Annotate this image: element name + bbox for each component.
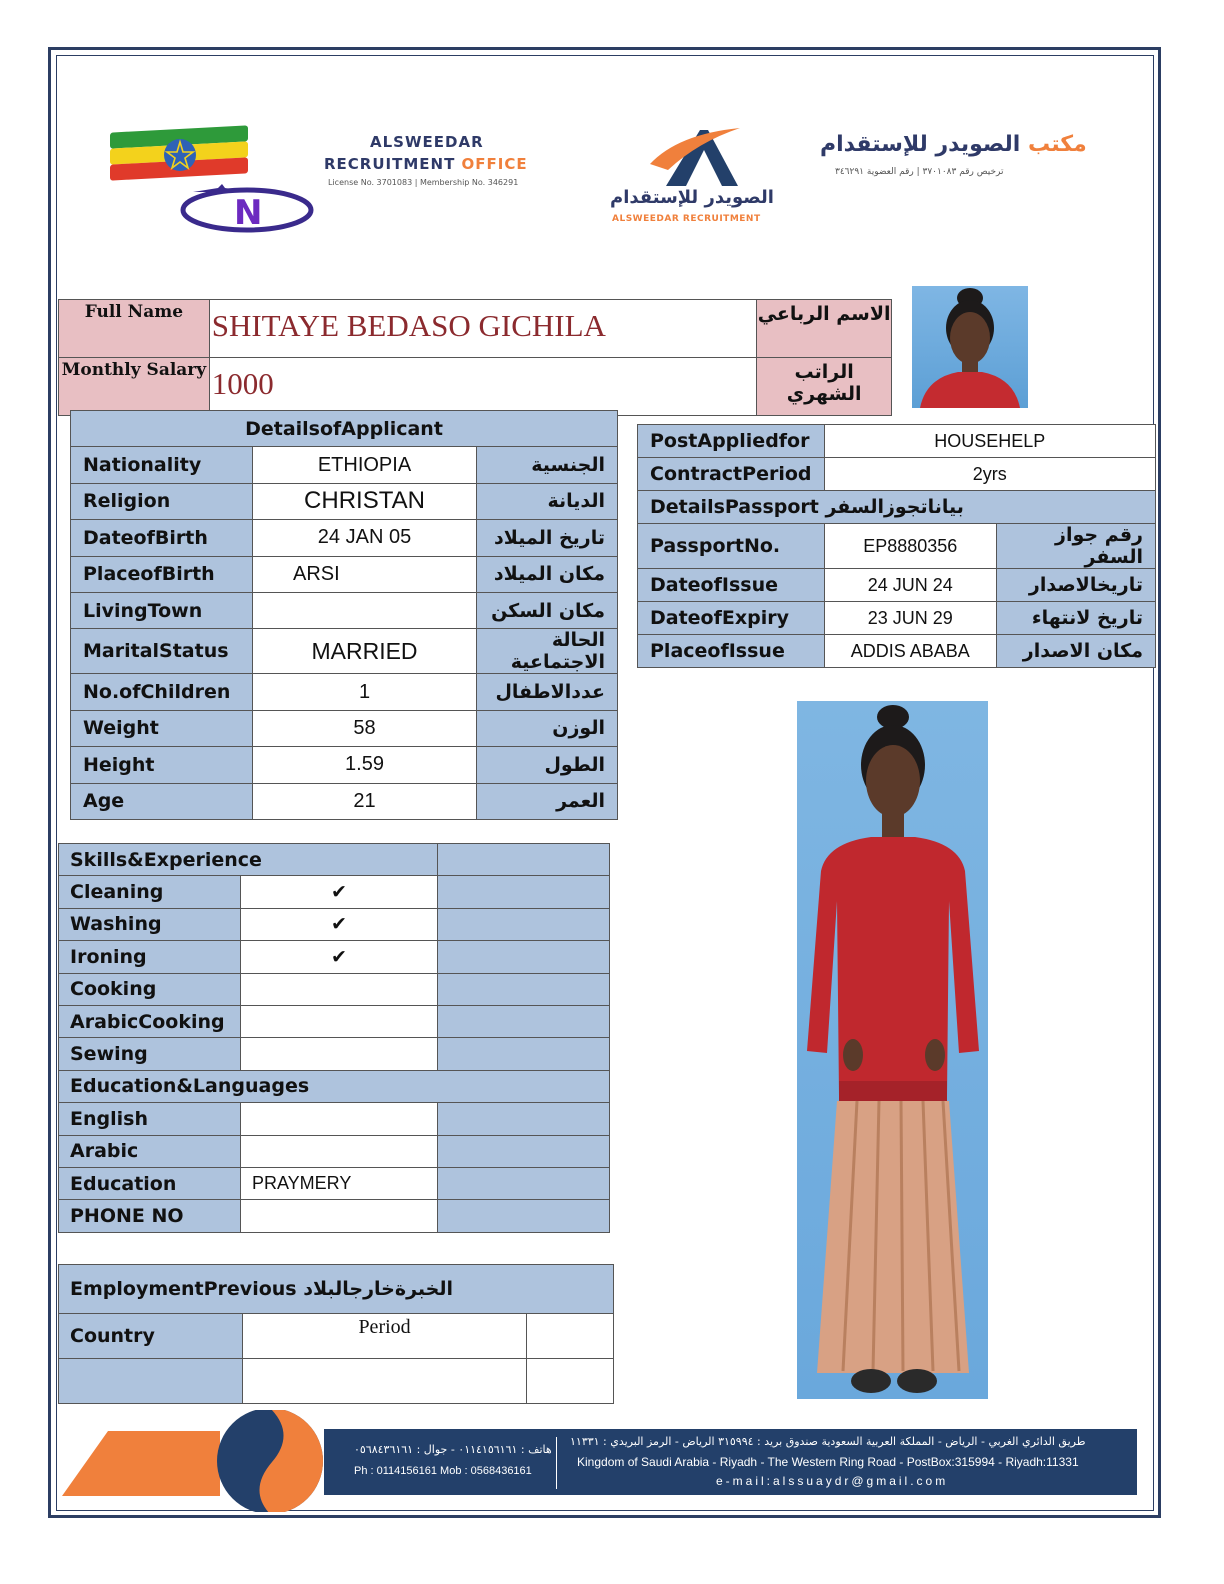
brand-recruitment: RECRUITMENT [324,155,456,173]
footer-divider [556,1437,557,1489]
blank-cell [527,1314,614,1359]
row-label-ar: مكان السكن [477,592,618,628]
row-label: Weight [71,710,253,746]
brand-name-en: ALSWEEDAR [370,133,484,151]
row-label-ar: تاريخ الميلاد [477,520,618,556]
brand-ar-office: مكتب [1028,132,1087,157]
table-row [59,876,610,908]
contract-period-label: ContractPeriod [638,458,825,491]
row-value: 23 JUN 29 [824,602,997,635]
row-label-ar: الوزن [477,710,618,746]
table-row [59,908,610,940]
skill-check [241,1005,438,1037]
svg-text:N: N [234,193,263,233]
footer-logo-shapes [60,1410,330,1512]
country-label: Country [59,1314,243,1359]
ethiopia-flag-logo [110,127,252,187]
table-row [59,1038,610,1070]
row-label-ar: الديانة [477,483,618,519]
row-value: 58 [253,710,477,746]
skill-check: ✔ [241,876,438,908]
brand-name-ar [820,132,1087,157]
row-value: EP8880356 [824,524,997,569]
row-value: MARRIED [253,629,477,674]
edu-value [241,1103,438,1135]
table-row [59,1359,614,1404]
table-row [59,1167,610,1199]
row-label-ar: الطول [477,747,618,783]
brand-subtitle-en [324,155,528,173]
row-label: DateofExpiry [638,602,825,635]
blank-cell [438,1135,610,1167]
full-name-label: Full Name [59,300,210,358]
row-value: 24 JUN 24 [824,569,997,602]
skills-table [58,843,610,1233]
row-label-ar: مكان الميلاد [477,556,618,592]
row-value: 24 JAN 05 [253,520,477,556]
row-label-ar: العمر [477,783,618,819]
row-label: Religion [71,483,253,519]
row-value [253,592,477,628]
blank-cell [438,844,610,876]
row-value: 1 [253,674,477,710]
table-row [59,1314,614,1359]
table-row [71,483,618,519]
row-value: 21 [253,783,477,819]
row-value: ADDIS ABABA [824,635,997,668]
row-label: DateofBirth [71,520,253,556]
footer-phone-ar: هاتف : ٠١١٤١٥٦١٦١ - جوال : ٠٥٦٨٤٣٦١٦١ [354,1443,552,1456]
salary-label-ar: الراتب الشهري [757,358,892,416]
education-title: Education&Languages [59,1070,610,1102]
row-label: Nationality [71,447,253,483]
row-label: PassportNo. [638,524,825,569]
edu-label: Education [59,1167,241,1199]
footer-phone-en: Ph : 0114156161 Mob : 0568436161 [354,1465,532,1477]
row-label-ar: الحالة الاجتماعية [477,629,618,674]
row-value: 1.59 [253,747,477,783]
passport-details-title: DetailsPassport بياناتجوزالسفر [638,491,1156,524]
skill-check [241,1038,438,1070]
applicant-details-table [70,410,618,820]
table-row [638,458,1156,491]
skill-label: Sewing [59,1038,241,1070]
row-label: DateofIssue [638,569,825,602]
edu-label: Arabic [59,1135,241,1167]
skill-check [241,973,438,1005]
applicant-details-title: DetailsofApplicant [71,411,618,447]
table-row [59,1103,610,1135]
center-brand-en: ALSWEEDAR RECRUITMENT [612,214,761,224]
salary-label: Monthly Salary [59,358,210,416]
row-label-ar: الجنسية [477,447,618,483]
post-applied-value: HOUSEHELP [824,425,1156,458]
center-brand-ar: الصويدر للإستقدام [610,187,774,208]
employment-title: EmploymentPrevious الخبرةخارجالبلاد [59,1265,614,1314]
blank-cell [438,1005,610,1037]
portrait-photo [912,286,1028,408]
blank-cell [527,1359,614,1404]
table-row [71,783,618,819]
salary-value: 1000 [209,358,756,416]
footer-address-ar: طريق الدائري الغربي - الرياض - المملكة العربية السعودية صندوق بريد : ٣١٥٩٩٤ الرياض - الرمز البريدي : ١١٣٣١ [570,1435,1086,1448]
table-row [59,1005,610,1037]
skills-title: Skills&Experience [59,844,438,876]
row-label-ar: عددالاطفال [477,674,618,710]
row-label: PlaceofIssue [638,635,825,668]
row-label: No.ofChildren [71,674,253,710]
blank-cell [438,941,610,973]
row-label: MaritalStatus [71,629,253,674]
edu-label: English [59,1103,241,1135]
row-label-ar: مكان الاصدار [997,635,1156,668]
row-value: ETHIOPIA [253,447,477,483]
skill-check: ✔ [241,908,438,940]
edu-label: PHONE NO [59,1200,241,1232]
row-label: Height [71,747,253,783]
table-row [638,425,1156,458]
table-row [71,674,618,710]
blank-cell [438,876,610,908]
n-agency-logo [178,180,316,236]
alsweedar-a-logo [648,124,748,190]
skill-label: ArabicCooking [59,1005,241,1037]
table-row [59,941,610,973]
brand-ar-name: الصويدر للإستقدام [820,132,1021,157]
footer-address-en: Kingdom of Saudi Arabia - Riyadh - The Western Ring Road - PostBox:315994 - Riyadh:11331 [577,1455,1079,1469]
edu-value [241,1135,438,1167]
table-row [638,569,1156,602]
skill-label: Ironing [59,941,241,973]
full-body-photo [797,701,988,1399]
row-label: Age [71,783,253,819]
row-label: PlaceofBirth [71,556,253,592]
full-name-label-ar: الاسم الرباعي [757,300,892,358]
employment-table [58,1264,614,1404]
blank-cell [59,1359,243,1404]
footer-email: e-mail:alssuaydr@gmail.com [716,1474,949,1488]
row-label-ar: رقم جواز السفر [997,524,1156,569]
table-row [59,1200,610,1232]
blank-cell [438,1167,610,1199]
brand-license: License No. 3701083 | Membership No. 346291 [328,178,519,187]
brand-ar-license: ترخيص رقم ٣٧٠١٠٨٣ | رقم العضوية ٣٤٦٢٩١ [835,167,1004,177]
table-row [71,520,618,556]
row-value: CHRISTAN [253,483,477,519]
row-label: LivingTown [71,592,253,628]
blank-cell [438,973,610,1005]
skill-label: Cleaning [59,876,241,908]
row-value: ARSI [253,556,477,592]
contract-period-value: 2yrs [824,458,1156,491]
table-row [71,710,618,746]
skill-label: Cooking [59,973,241,1005]
skill-label: Washing [59,908,241,940]
post-applied-label: PostAppliedfor [638,425,825,458]
skill-check: ✔ [241,941,438,973]
edu-value [241,1200,438,1232]
edu-value: PRAYMERY [241,1167,438,1199]
blank-cell [243,1359,527,1404]
blank-cell [438,1103,610,1135]
table-row [638,635,1156,668]
table-row [71,447,618,483]
row-label-ar: تاريخ لانتهاء [997,602,1156,635]
blank-cell [438,1200,610,1232]
table-row [638,524,1156,569]
row-label-ar: تاريخالاصدار [997,569,1156,602]
post-passport-table [637,424,1156,668]
blank-cell [438,908,610,940]
brand-office: OFFICE [461,155,528,173]
table-row [71,592,618,628]
identity-table [58,299,892,416]
period-label: Period [243,1314,527,1359]
table-row [71,556,618,592]
table-row [59,973,610,1005]
full-name-value: SHITAYE BEDASO GICHILA [209,300,756,358]
table-row [59,1135,610,1167]
blank-cell [438,1038,610,1070]
table-row [638,602,1156,635]
table-row [71,629,618,674]
table-row [71,747,618,783]
